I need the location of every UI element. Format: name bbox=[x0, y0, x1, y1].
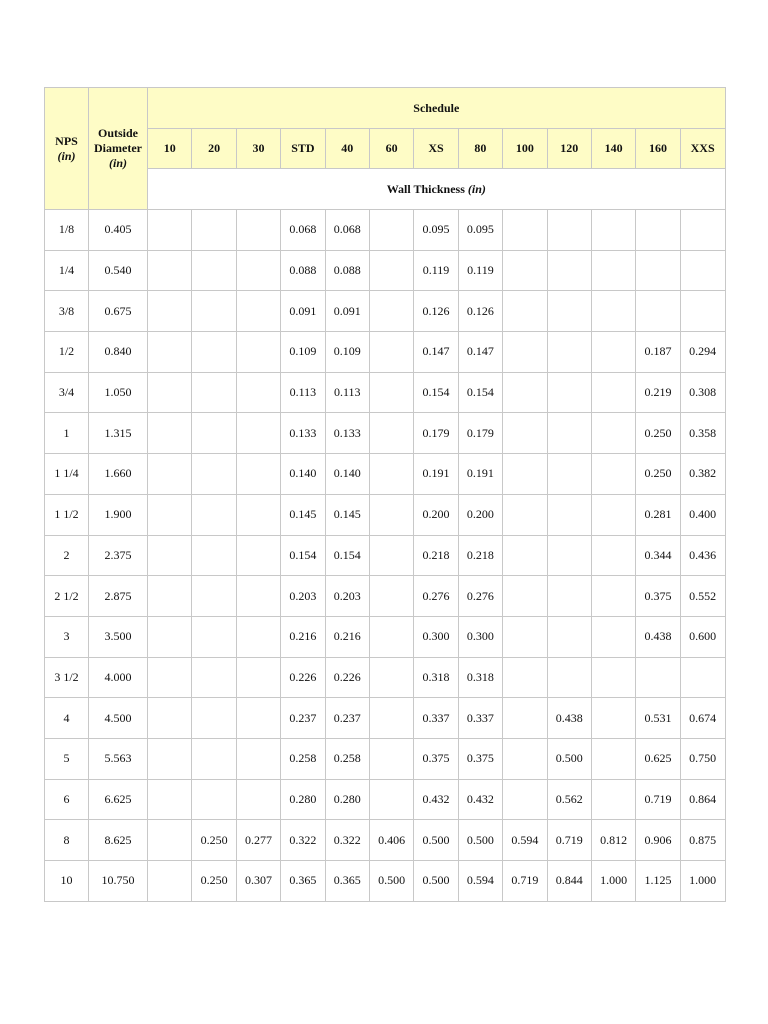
schedule-column-header: STD bbox=[281, 129, 325, 169]
wall-thickness-cell: 0.594 bbox=[458, 861, 502, 902]
wall-thickness-cell: 0.562 bbox=[547, 779, 591, 820]
wall-thickness-cell bbox=[192, 250, 236, 291]
wall-thickness-cell: 0.250 bbox=[636, 413, 680, 454]
wall-thickness-cell bbox=[236, 413, 280, 454]
wall-thickness-cell: 0.432 bbox=[458, 779, 502, 820]
wall-thickness-cell: 0.365 bbox=[325, 861, 369, 902]
wall-thickness-cell: 0.140 bbox=[281, 454, 325, 495]
wall-thickness-cell: 0.500 bbox=[414, 861, 458, 902]
wall-thickness-cell: 0.280 bbox=[281, 779, 325, 820]
wall-thickness-cell: 0.095 bbox=[458, 210, 502, 251]
nps-cell: 1 1/4 bbox=[45, 454, 89, 495]
wall-thickness-cell bbox=[503, 738, 547, 779]
wall-thickness-cell bbox=[636, 210, 680, 251]
wall-thickness-cell: 0.095 bbox=[414, 210, 458, 251]
wall-thickness-cell: 0.219 bbox=[636, 372, 680, 413]
wall-thickness-cell: 0.322 bbox=[325, 820, 369, 861]
wall-thickness-cell bbox=[591, 210, 635, 251]
outside-diameter-cell: 1.315 bbox=[89, 413, 148, 454]
wall-thickness-cell bbox=[369, 576, 413, 617]
wall-thickness-cell: 0.300 bbox=[458, 616, 502, 657]
wall-thickness-cell: 0.140 bbox=[325, 454, 369, 495]
nps-cell: 1/4 bbox=[45, 250, 89, 291]
wall-thickness-cell: 0.552 bbox=[680, 576, 725, 617]
outside-diameter-cell: 5.563 bbox=[89, 738, 148, 779]
nps-cell: 1 bbox=[45, 413, 89, 454]
wall-thickness-cell bbox=[148, 779, 192, 820]
wall-thickness-cell: 0.280 bbox=[325, 779, 369, 820]
wall-thickness-cell bbox=[547, 291, 591, 332]
wall-thickness-cell: 0.625 bbox=[636, 738, 680, 779]
wall-thickness-cell bbox=[192, 494, 236, 535]
wall-thickness-cell bbox=[369, 616, 413, 657]
nps-cell: 3/8 bbox=[45, 291, 89, 332]
wall-thickness-cell bbox=[192, 657, 236, 698]
wall-thickness-cell bbox=[547, 413, 591, 454]
wall-thickness-cell: 0.216 bbox=[281, 616, 325, 657]
wall-thickness-cell: 0.237 bbox=[325, 698, 369, 739]
wall-thickness-cell: 0.088 bbox=[281, 250, 325, 291]
wall-thickness-cell: 0.812 bbox=[591, 820, 635, 861]
wall-thickness-cell bbox=[503, 657, 547, 698]
wall-thickness-cell: 0.594 bbox=[503, 820, 547, 861]
wall-thickness-cell: 1.000 bbox=[680, 861, 725, 902]
outside-diameter-cell: 4.000 bbox=[89, 657, 148, 698]
table-row bbox=[45, 698, 726, 739]
outside-diameter-header-unit: (in) bbox=[109, 156, 127, 170]
wall-thickness-cell: 0.500 bbox=[414, 820, 458, 861]
wall-thickness-cell: 0.375 bbox=[458, 738, 502, 779]
wall-thickness-cell bbox=[236, 576, 280, 617]
wall-thickness-cell: 0.500 bbox=[458, 820, 502, 861]
wall-thickness-cell: 0.438 bbox=[636, 616, 680, 657]
table-row bbox=[45, 413, 726, 454]
wall-thickness-cell bbox=[591, 535, 635, 576]
table-row bbox=[45, 861, 726, 902]
wall-thickness-cell bbox=[236, 454, 280, 495]
wall-thickness-cell bbox=[369, 372, 413, 413]
wall-thickness-cell: 0.500 bbox=[547, 738, 591, 779]
outside-diameter-cell: 0.540 bbox=[89, 250, 148, 291]
table-row bbox=[45, 535, 726, 576]
wall-thickness-cell bbox=[636, 291, 680, 332]
wall-thickness-cell: 0.719 bbox=[503, 861, 547, 902]
wall-thickness-cell bbox=[503, 372, 547, 413]
outside-diameter-header bbox=[89, 88, 148, 210]
schedule-column-header: 30 bbox=[236, 129, 280, 169]
wall-thickness-cell bbox=[369, 332, 413, 373]
nps-cell: 1 1/2 bbox=[45, 494, 89, 535]
wall-thickness-cell bbox=[591, 576, 635, 617]
table-row bbox=[45, 738, 726, 779]
wall-thickness-cell bbox=[591, 332, 635, 373]
schedule-column-header: 100 bbox=[503, 129, 547, 169]
wall-thickness-cell bbox=[591, 454, 635, 495]
wall-thickness-cell bbox=[680, 657, 725, 698]
wall-thickness-cell: 0.113 bbox=[281, 372, 325, 413]
wall-thickness-cell: 0.088 bbox=[325, 250, 369, 291]
wall-thickness-cell: 0.406 bbox=[369, 820, 413, 861]
wall-thickness-cell: 0.109 bbox=[325, 332, 369, 373]
wall-thickness-cell bbox=[236, 250, 280, 291]
wall-thickness-cell: 0.318 bbox=[414, 657, 458, 698]
table-row bbox=[45, 616, 726, 657]
outside-diameter-cell: 8.625 bbox=[89, 820, 148, 861]
schedule-column-header: XS bbox=[414, 129, 458, 169]
wall-thickness-cell: 0.432 bbox=[414, 779, 458, 820]
schedule-column-header: 160 bbox=[636, 129, 680, 169]
wall-thickness-cell bbox=[591, 413, 635, 454]
wall-thickness-cell: 0.154 bbox=[458, 372, 502, 413]
wall-thickness-cell bbox=[192, 413, 236, 454]
wall-thickness-cell: 0.875 bbox=[680, 820, 725, 861]
wall-thickness-cell: 0.203 bbox=[325, 576, 369, 617]
outside-diameter-cell: 1.050 bbox=[89, 372, 148, 413]
wall-thickness-cell: 0.109 bbox=[281, 332, 325, 373]
wall-thickness-cell bbox=[192, 210, 236, 251]
wall-thickness-cell: 0.258 bbox=[281, 738, 325, 779]
wall-thickness-cell bbox=[148, 250, 192, 291]
wall-thickness-cell: 0.500 bbox=[369, 861, 413, 902]
nps-cell: 1/8 bbox=[45, 210, 89, 251]
wall-thickness-cell bbox=[148, 332, 192, 373]
wall-thickness-cell bbox=[591, 657, 635, 698]
wall-thickness-cell bbox=[547, 657, 591, 698]
table-row bbox=[45, 372, 726, 413]
wall-thickness-label: Wall Thickness bbox=[386, 181, 465, 196]
table-row bbox=[45, 250, 726, 291]
schedule-column-header: 80 bbox=[458, 129, 502, 169]
wall-thickness-cell bbox=[192, 332, 236, 373]
nps-cell: 8 bbox=[45, 820, 89, 861]
wall-thickness-cell bbox=[547, 332, 591, 373]
wall-thickness-cell: 0.154 bbox=[414, 372, 458, 413]
wall-thickness-cell: 0.250 bbox=[192, 861, 236, 902]
wall-thickness-cell bbox=[503, 413, 547, 454]
wall-thickness-cell: 0.308 bbox=[680, 372, 725, 413]
wall-thickness-cell: 0.147 bbox=[458, 332, 502, 373]
wall-thickness-cell bbox=[192, 738, 236, 779]
wall-thickness-cell: 0.307 bbox=[236, 861, 280, 902]
wall-thickness-cell bbox=[236, 616, 280, 657]
table-row bbox=[45, 494, 726, 535]
table-row bbox=[45, 210, 726, 251]
wall-thickness-cell bbox=[547, 576, 591, 617]
wall-thickness-cell: 0.375 bbox=[636, 576, 680, 617]
wall-thickness-cell bbox=[236, 535, 280, 576]
wall-thickness-cell bbox=[236, 738, 280, 779]
wall-thickness-cell bbox=[369, 413, 413, 454]
wall-thickness-cell bbox=[503, 332, 547, 373]
table-header bbox=[45, 88, 726, 210]
wall-thickness-cell: 0.226 bbox=[325, 657, 369, 698]
wall-thickness-cell bbox=[148, 535, 192, 576]
wall-thickness-cell bbox=[148, 820, 192, 861]
wall-thickness-cell bbox=[503, 535, 547, 576]
nps-cell: 2 1/2 bbox=[45, 576, 89, 617]
wall-thickness-cell bbox=[148, 454, 192, 495]
wall-thickness-cell: 0.154 bbox=[281, 535, 325, 576]
wall-thickness-cell bbox=[148, 576, 192, 617]
wall-thickness-cell bbox=[591, 291, 635, 332]
outside-diameter-cell: 0.405 bbox=[89, 210, 148, 251]
wall-thickness-cell: 0.277 bbox=[236, 820, 280, 861]
wall-thickness-cell bbox=[636, 657, 680, 698]
schedule-column-header: 20 bbox=[192, 129, 236, 169]
schedule-column-header: 10 bbox=[148, 129, 192, 169]
wall-thickness-cell bbox=[192, 616, 236, 657]
wall-thickness-cell: 0.300 bbox=[414, 616, 458, 657]
wall-thickness-cell: 1.000 bbox=[591, 861, 635, 902]
wall-thickness-cell: 1.125 bbox=[636, 861, 680, 902]
wall-thickness-cell: 0.091 bbox=[281, 291, 325, 332]
nps-cell: 3 1/2 bbox=[45, 657, 89, 698]
wall-thickness-cell bbox=[369, 698, 413, 739]
table-body bbox=[45, 210, 726, 902]
wall-thickness-cell bbox=[236, 494, 280, 535]
table-row bbox=[45, 291, 726, 332]
wall-thickness-cell bbox=[503, 291, 547, 332]
schedule-column-header: 120 bbox=[547, 129, 591, 169]
wall-thickness-cell: 0.906 bbox=[636, 820, 680, 861]
wall-thickness-cell: 0.337 bbox=[414, 698, 458, 739]
wall-thickness-cell bbox=[680, 250, 725, 291]
wall-thickness-cell bbox=[236, 698, 280, 739]
wall-thickness-cell bbox=[192, 779, 236, 820]
wall-thickness-cell bbox=[369, 494, 413, 535]
nps-header-unit: (in) bbox=[57, 148, 76, 163]
wall-thickness-cell bbox=[148, 657, 192, 698]
wall-thickness-cell bbox=[192, 454, 236, 495]
wall-thickness-cell bbox=[369, 535, 413, 576]
wall-thickness-cell bbox=[192, 698, 236, 739]
nps-cell: 10 bbox=[45, 861, 89, 902]
wall-thickness-cell bbox=[547, 210, 591, 251]
outside-diameter-cell: 2.875 bbox=[89, 576, 148, 617]
wall-thickness-cell: 0.187 bbox=[636, 332, 680, 373]
wall-thickness-cell bbox=[680, 291, 725, 332]
wall-thickness-cell: 0.200 bbox=[458, 494, 502, 535]
wall-thickness-cell: 0.365 bbox=[281, 861, 325, 902]
nps-header bbox=[45, 88, 89, 210]
wall-thickness-cell: 0.438 bbox=[547, 698, 591, 739]
wall-thickness-cell bbox=[547, 454, 591, 495]
nps-cell: 5 bbox=[45, 738, 89, 779]
wall-thickness-cell bbox=[503, 698, 547, 739]
wall-thickness-cell: 0.179 bbox=[414, 413, 458, 454]
wall-thickness-cell bbox=[503, 210, 547, 251]
wall-thickness-cell bbox=[148, 616, 192, 657]
wall-thickness-cell bbox=[236, 332, 280, 373]
outside-diameter-cell: 4.500 bbox=[89, 698, 148, 739]
wall-thickness-cell: 0.258 bbox=[325, 738, 369, 779]
wall-thickness-cell: 0.147 bbox=[414, 332, 458, 373]
table-row bbox=[45, 820, 726, 861]
wall-thickness-cell: 0.091 bbox=[325, 291, 369, 332]
wall-thickness-cell: 0.358 bbox=[680, 413, 725, 454]
wall-thickness-cell: 0.191 bbox=[458, 454, 502, 495]
wall-thickness-cell: 0.145 bbox=[325, 494, 369, 535]
wall-thickness-cell bbox=[148, 372, 192, 413]
wall-thickness-cell bbox=[148, 698, 192, 739]
nps-cell: 2 bbox=[45, 535, 89, 576]
wall-thickness-cell: 0.133 bbox=[281, 413, 325, 454]
wall-thickness-cell: 0.218 bbox=[458, 535, 502, 576]
wall-thickness-cell bbox=[503, 616, 547, 657]
schedule-column-header: 40 bbox=[325, 129, 369, 169]
wall-thickness-cell bbox=[236, 657, 280, 698]
wall-thickness-cell: 0.179 bbox=[458, 413, 502, 454]
outside-diameter-cell: 0.675 bbox=[89, 291, 148, 332]
wall-thickness-cell bbox=[148, 291, 192, 332]
nps-cell: 6 bbox=[45, 779, 89, 820]
wall-thickness-cell: 0.119 bbox=[414, 250, 458, 291]
wall-thickness-cell bbox=[591, 738, 635, 779]
wall-thickness-cell bbox=[192, 535, 236, 576]
wall-thickness-cell bbox=[369, 210, 413, 251]
wall-thickness-cell: 0.276 bbox=[458, 576, 502, 617]
wall-thickness-cell bbox=[547, 250, 591, 291]
wall-thickness-cell: 0.119 bbox=[458, 250, 502, 291]
wall-thickness-cell: 0.375 bbox=[414, 738, 458, 779]
wall-thickness-cell: 0.068 bbox=[325, 210, 369, 251]
wall-thickness-cell bbox=[503, 494, 547, 535]
wall-thickness-cell: 0.276 bbox=[414, 576, 458, 617]
wall-thickness-cell: 0.191 bbox=[414, 454, 458, 495]
outside-diameter-cell: 1.660 bbox=[89, 454, 148, 495]
wall-thickness-cell bbox=[192, 576, 236, 617]
schedule-labels-row bbox=[45, 129, 726, 169]
wall-thickness-cell bbox=[503, 250, 547, 291]
table-row bbox=[45, 454, 726, 495]
wall-thickness-cell: 0.145 bbox=[281, 494, 325, 535]
wall-thickness-cell: 0.126 bbox=[414, 291, 458, 332]
wall-thickness-cell: 0.719 bbox=[636, 779, 680, 820]
wall-thickness-cell bbox=[369, 738, 413, 779]
wall-thickness-cell bbox=[369, 657, 413, 698]
wall-thickness-cell: 0.864 bbox=[680, 779, 725, 820]
wall-thickness-cell bbox=[636, 250, 680, 291]
nps-cell: 3 bbox=[45, 616, 89, 657]
wall-thickness-cell: 0.226 bbox=[281, 657, 325, 698]
table-row bbox=[45, 576, 726, 617]
wall-thickness-cell bbox=[192, 291, 236, 332]
wall-thickness-cell bbox=[547, 372, 591, 413]
wall-thickness-cell: 0.237 bbox=[281, 698, 325, 739]
wall-thickness-cell: 0.318 bbox=[458, 657, 502, 698]
wall-thickness-cell: 0.126 bbox=[458, 291, 502, 332]
table-row bbox=[45, 657, 726, 698]
wall-thickness-cell bbox=[236, 779, 280, 820]
wall-thickness-cell bbox=[547, 616, 591, 657]
wall-thickness-cell: 0.382 bbox=[680, 454, 725, 495]
wall-thickness-cell: 0.400 bbox=[680, 494, 725, 535]
schedule-header: Schedule bbox=[148, 88, 726, 129]
wall-thickness-cell bbox=[148, 494, 192, 535]
wall-thickness-cell: 0.250 bbox=[636, 454, 680, 495]
wall-thickness-cell bbox=[236, 210, 280, 251]
wall-thickness-cell: 0.133 bbox=[325, 413, 369, 454]
wall-thickness-cell bbox=[192, 372, 236, 413]
outside-diameter-cell: 0.840 bbox=[89, 332, 148, 373]
outside-diameter-header-label: Outside Diameter bbox=[94, 126, 142, 155]
table-row bbox=[45, 779, 726, 820]
wall-thickness-cell: 0.281 bbox=[636, 494, 680, 535]
wall-thickness-header bbox=[148, 169, 726, 210]
pipe-schedule-table bbox=[44, 87, 726, 902]
wall-thickness-cell bbox=[148, 210, 192, 251]
wall-thickness-cell bbox=[369, 454, 413, 495]
wall-thickness-cell: 0.322 bbox=[281, 820, 325, 861]
wall-thickness-cell bbox=[503, 454, 547, 495]
wall-thickness-cell: 0.436 bbox=[680, 535, 725, 576]
wall-thickness-unit: (in) bbox=[467, 181, 486, 196]
wall-thickness-cell bbox=[503, 779, 547, 820]
wall-thickness-cell: 0.750 bbox=[680, 738, 725, 779]
wall-thickness-cell bbox=[369, 291, 413, 332]
wall-thickness-cell bbox=[503, 576, 547, 617]
wall-thickness-cell bbox=[547, 494, 591, 535]
wall-thickness-cell bbox=[591, 372, 635, 413]
outside-diameter-cell: 2.375 bbox=[89, 535, 148, 576]
wall-thickness-cell: 0.844 bbox=[547, 861, 591, 902]
schedule-column-header: 140 bbox=[591, 129, 635, 169]
wall-thickness-cell bbox=[591, 616, 635, 657]
wall-thickness-cell: 0.531 bbox=[636, 698, 680, 739]
wall-thickness-cell: 0.203 bbox=[281, 576, 325, 617]
wall-thickness-cell bbox=[148, 413, 192, 454]
outside-diameter-cell: 3.500 bbox=[89, 616, 148, 657]
wall-thickness-cell bbox=[591, 779, 635, 820]
wall-thickness-cell: 0.674 bbox=[680, 698, 725, 739]
outside-diameter-cell: 10.750 bbox=[89, 861, 148, 902]
wall-thickness-cell bbox=[369, 779, 413, 820]
wall-thickness-cell: 0.250 bbox=[192, 820, 236, 861]
wall-thickness-cell bbox=[680, 210, 725, 251]
nps-cell: 1/2 bbox=[45, 332, 89, 373]
wall-thickness-cell bbox=[591, 494, 635, 535]
wall-thickness-cell: 0.294 bbox=[680, 332, 725, 373]
nps-header-label: NPS bbox=[55, 133, 78, 148]
schedule-column-header: 60 bbox=[369, 129, 413, 169]
wall-thickness-cell bbox=[591, 698, 635, 739]
wall-thickness-cell: 0.344 bbox=[636, 535, 680, 576]
nps-cell: 4 bbox=[45, 698, 89, 739]
wall-thickness-cell: 0.218 bbox=[414, 535, 458, 576]
outside-diameter-cell: 1.900 bbox=[89, 494, 148, 535]
wall-thickness-cell: 0.216 bbox=[325, 616, 369, 657]
wall-thickness-cell bbox=[148, 738, 192, 779]
wall-thickness-cell: 0.200 bbox=[414, 494, 458, 535]
wall-thickness-cell bbox=[148, 861, 192, 902]
wall-thickness-cell bbox=[236, 291, 280, 332]
wall-thickness-cell: 0.719 bbox=[547, 820, 591, 861]
wall-thickness-cell: 0.154 bbox=[325, 535, 369, 576]
schedule-column-header: XXS bbox=[680, 129, 725, 169]
table-row bbox=[45, 332, 726, 373]
wall-thickness-cell: 0.113 bbox=[325, 372, 369, 413]
wall-thickness-cell: 0.068 bbox=[281, 210, 325, 251]
wall-thickness-cell bbox=[547, 535, 591, 576]
wall-thickness-cell bbox=[591, 250, 635, 291]
outside-diameter-cell: 6.625 bbox=[89, 779, 148, 820]
wall-thickness-cell bbox=[369, 250, 413, 291]
wall-thickness-cell: 0.600 bbox=[680, 616, 725, 657]
nps-cell: 3/4 bbox=[45, 372, 89, 413]
wall-thickness-cell: 0.337 bbox=[458, 698, 502, 739]
wall-thickness-cell bbox=[236, 372, 280, 413]
